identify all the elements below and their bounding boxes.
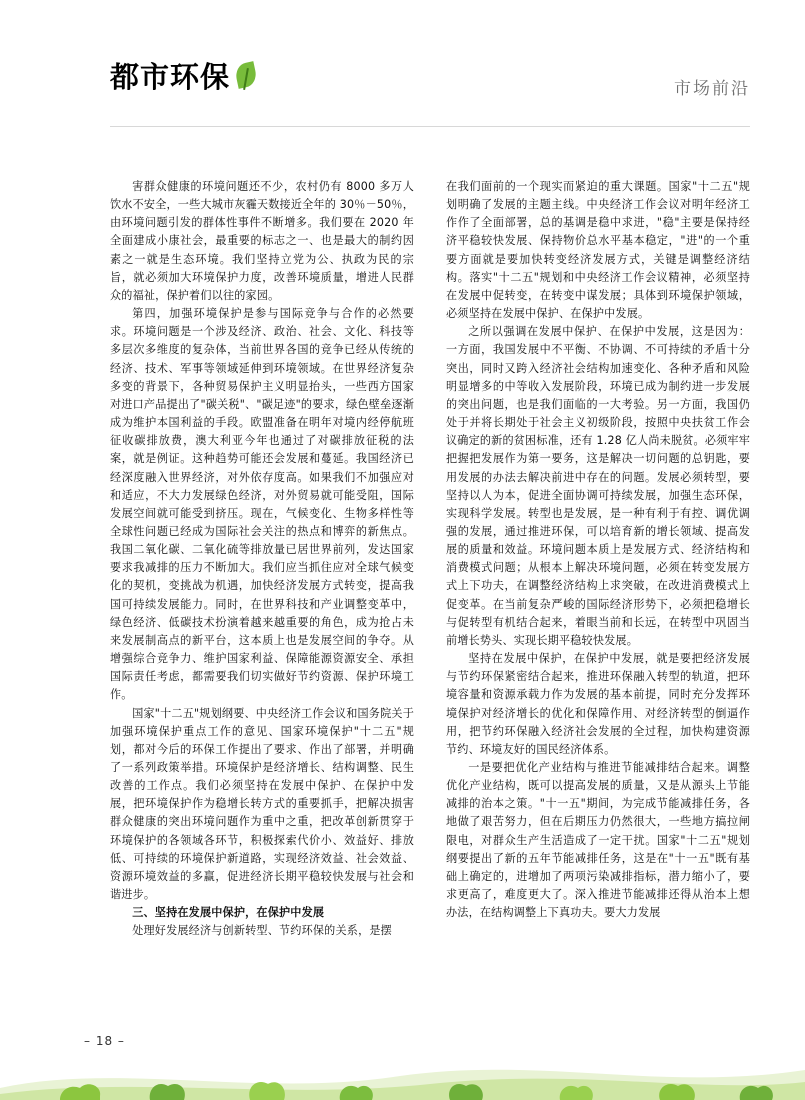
paragraph: 坚持在发展中保护，在保护中发展，就是要把经济发展与节约环保紧密结合起来，推进环保融入转型的轨道，把环境容量和资源承载力作为发展的基本前提，同时充分发挥环境保护对经济增长的优化和保障作用、对经济转型的倒逼作用，把节约环保融入经济社会发展的全过程，加快构建资源节约、环境友好的国民经济体系。 [446,652,750,756]
paragraph: 第四，加强环境保护是参与国际竞争与合作的必然要求。环境问题是一个涉及经济、政治、社会、文化、科技等多层次多维度的复杂体，当前世界各国的竞争已经从传统的经济、技术、军事等领域延伸到环境领域。在世界经济复杂多变的背景下，各种贸易保护主义明显抬头，一些西方国家对进口产品提出了"碳关税"、"碳足迹"的要求，绿色壁垒逐渐成为维护本国利益的手段。欧盟准备在明年对境内经停航班征收碳排放费，澳大利亚今年也通过了对碳排放征税的法案，就是例证。这种趋势可能还会发展和蔓延。我国经济已经深度融入世界经济，对外依存度高。如果我们不加强应对和适应，不大力发展绿色经济，对外贸易就可能受阻，国际发展空间就可能受到挤压。现在，气候变化、生物多样性等全球性问题已经成为国际社会关注的热点和博弈的新焦点。我国二氧化碳、二氧化硫等排放量已居世界前列，发达国家要求我减排的压力不断加大。我们应当抓住应对全球气候变化的契机，变挑战为机遇，加快经济发展方式转变，提高我国可持续发展能力。同时，在世界科技和产业调整变革中，绿色经济、低碳技术扮演着越来越重要的角色，成为抢占未来发展制高点的新平台，这本质上也是发展空间的争夺。从增强综合竞争力、维护国家利益、保障能源资源安全、承担国际责任考虑，都需要我们切实做好节约资源、保护环境工作。 [110,307,414,702]
section-heading: 三、坚持在发展中保护，在保护中发展 [132,906,325,920]
leaf-icon [234,62,260,92]
logo-text: 都市环保 [110,60,231,94]
column-right [446,178,750,941]
magazine-logo [110,62,260,92]
section-label: 市场前沿 [674,79,750,99]
header-divider [110,126,750,127]
page-header [110,62,750,118]
page-number: – 18 – [84,1034,125,1048]
paragraph: 一是要把优化产业结构与推进节能减排结合起来。调整优化产业结构，既可以提高发展的质量，又是从源头上节能减排的治本之策。"十一五"期间，为完成节能减排任务，各地做了艰苦努力，但在后期压力仍然很大，一些地方搞拉闸限电，对群众生产生活造成了一定干扰。国家"十二五"规划纲要提出了新的五年节能减排任务，这是在"十一五"既有基础上确定的，进增加了两项污染减排指标，潜力缩小了，要求更高了，难度更大了。深入推进节能减排还得从治本上想办法，在结构调整上下真功夫。要大力发展 [446,761,750,920]
paragraph: 国家"十二五"规划纲要、中央经济工作会议和国务院关于加强环境保护重点工作的意见、国家环境保护"十二五"规划，都对今后的环保工作提出了要求、作出了部署，并明确了一系列政策举措。环境保护是经济增长、结构调整、民生改善的工作点。我们必须坚持在发展中保护、在保护中发展，把环境保护作为稳增长转方式的重要抓手，把解决损害群众健康的突出环境问题作为重中之重，把改革创新贯穿于环境保护的各领域各环节，积极探索代价小、效益好、排放低、可持续的环境保护新道路，实现经济效益、社会效益、资源环境效益的多赢，促进经济长期平稳较快发展与社会和谐进步。 [110,706,414,902]
article-body [110,178,750,941]
paragraph: 害群众健康的环境问题还不少，农村仍有 8000 多万人饮水不安全，一些大城市灰霾天数接近全年的 30％－50％，由环境问题引发的群体性事件不断增多。我们要在 2020 年全面建成小康社会，最重要的标志之一、也是最大的制约因素之一就是生态环境。我们坚持立党为公、执政为民的宗旨，就必须加大环境保护力度，改善环境质量，增进人民群众的福祉，保护着们以往的家园。 [110,180,414,302]
footer-decoration [0,1054,805,1100]
paragraph: 在我们面前的一个现实而紧迫的重大课题。国家"十二五"规划明确了发展的主题主线。中央经济工作会议对明年经济工作作了全面部署，总的基调是稳中求进，"稳"主要是保持经济平稳较快发展、保持物价总水平基本稳定，"进"的一个重要方面就是要加快转变经济发展方式，关键是调整经济结构。落实"十二五"规划和中央经济工作会议精神，必须坚持在发展中促转变，在转变中谋发展；具体到环境保护领域，必须坚持在发展中保护、在保护中发展。 [446,180,750,321]
paragraph: 处理好发展经济与创新转型、节约环保的关系，是摆 [132,924,392,938]
column-left [110,178,414,941]
paragraph: 之所以强调在发展中保护、在保护中发展，这是因为：一方面，我国发展中不平衡、不协调、不可持续的矛盾十分突出，同时又跨入经济社会结构加速变化、各种矛盾和风险明显增多的中等收入发展阶段，环境已成为制约进一步发展的突出问题，也是我们面临的一大考验。另一方面，我国仍处于并将长期处于社会主义初级阶段，按照中央扶贫工作会议确定的新的贫困标准，还有 1.28 亿人尚未脱贫。必须牢牢把握把发展作为第一要务，这是解决一切问题的总钥匙，要用发展的办法去解决前进中存在的问题。发展必须转型，要坚持以人为本，促进全面协调可持续发展，加强生态环保，实现科学发展。转型也是发展，是一种有利于有控、调优调强的发展，通过推进环保，可以培育新的增长领域、提高发展的质量和效益。环境问题本质上是发展方式、经济结构和消费模式问题；从根本上解决环境问题，必须在转变发展方式上下功夫，在调整经济结构上求突破，在改进消费模式上促变革。在当前复杂严峻的国际经济形势下，必须把稳增长与促转型有机结合起来，着眼当前和长远，在转型中巩固当前增长势头、实现长期平稳较快发展。 [446,325,751,647]
